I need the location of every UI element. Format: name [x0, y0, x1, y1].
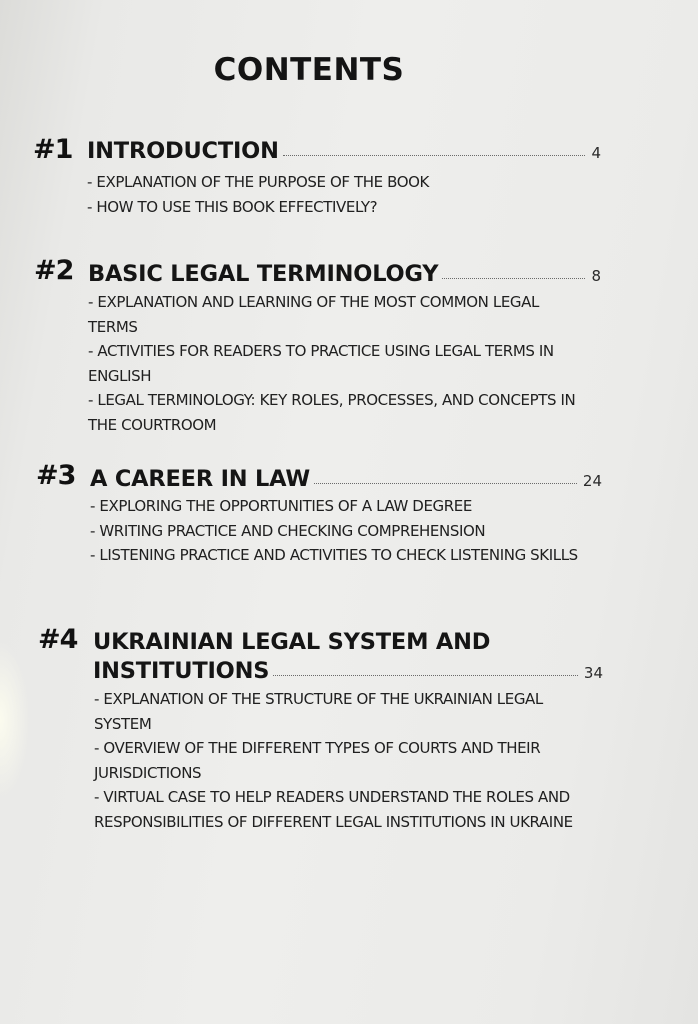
list-item: - EXPLANATION AND LEARNING OF THE MOST COMMON LEGAL TERMS — [88, 293, 539, 336]
dot-leader — [273, 675, 578, 676]
section-heading[interactable] — [90, 466, 602, 492]
list-item: - EXPLORING THE OPPORTUNITIES OF A LAW DEGREE — [90, 497, 472, 515]
list-item: - EXPLANATION OF THE STRUCTURE OF THE UKRAINIAN LEGAL SYSTEM — [94, 690, 543, 733]
section-title-continued: INSTITUTIONS — [93, 658, 270, 684]
list-item: - EXPLANATION OF THE PURPOSE OF THE BOOK — [87, 173, 429, 191]
subtopic-list — [88, 290, 588, 437]
section-title: BASIC LEGAL TERMINOLOGY — [88, 261, 439, 287]
section-title: UKRAINIAN LEGAL SYSTEM AND — [93, 629, 491, 655]
section-title: INTRODUCTION — [87, 138, 279, 164]
section-heading-line-2[interactable] — [93, 658, 603, 684]
list-item: - OVERVIEW OF THE DIFFERENT TYPES OF COURTS AND THEIR JURISDICTIONS — [94, 739, 541, 782]
page-number: 34 — [583, 664, 603, 682]
list-item: - LEGAL TERMINOLOGY: KEY ROLES, PROCESSES, AND CONCEPTS IN THE COURTROOM — [88, 391, 576, 434]
list-item: - HOW TO USE THIS BOOK EFFECTIVELY? — [87, 197, 378, 216]
list-item: - LISTENING PRACTICE AND ACTIVITIES TO CHECK LISTENING SKILLS — [90, 546, 578, 564]
section-heading[interactable] — [87, 138, 601, 164]
list-item: - ACTIVITIES FOR READERS TO PRACTICE USING LEGAL TERMS IN ENGLISH — [88, 342, 554, 385]
section-number: #3 — [36, 460, 76, 491]
section-heading[interactable] — [88, 261, 601, 287]
list-item: - VIRTUAL CASE TO HELP READERS UNDERSTAND THE ROLES AND RESPONSIBILITIES OF DIFFERENT LEGAL INSTITUTIONS IN UKRAINE — [94, 788, 573, 831]
dot-leader — [314, 483, 577, 484]
dot-leader — [442, 278, 585, 279]
section-number: #1 — [33, 134, 73, 165]
subtopic-list — [87, 170, 587, 219]
section-number: #4 — [38, 624, 78, 655]
page-number: 8 — [591, 267, 601, 285]
dot-leader — [283, 155, 586, 156]
light-glare — [0, 640, 30, 800]
page-number: 4 — [591, 144, 601, 162]
page-title: CONTENTS — [213, 52, 405, 88]
section-number: #2 — [34, 255, 74, 286]
subtopic-list — [90, 494, 590, 568]
page-number: 24 — [582, 472, 602, 490]
subtopic-list — [94, 687, 594, 834]
section-heading-line-1[interactable] — [93, 629, 593, 655]
list-item: - WRITING PRACTICE AND CHECKING COMPREHENSION — [90, 521, 486, 540]
section-title: A CAREER IN LAW — [90, 466, 310, 492]
